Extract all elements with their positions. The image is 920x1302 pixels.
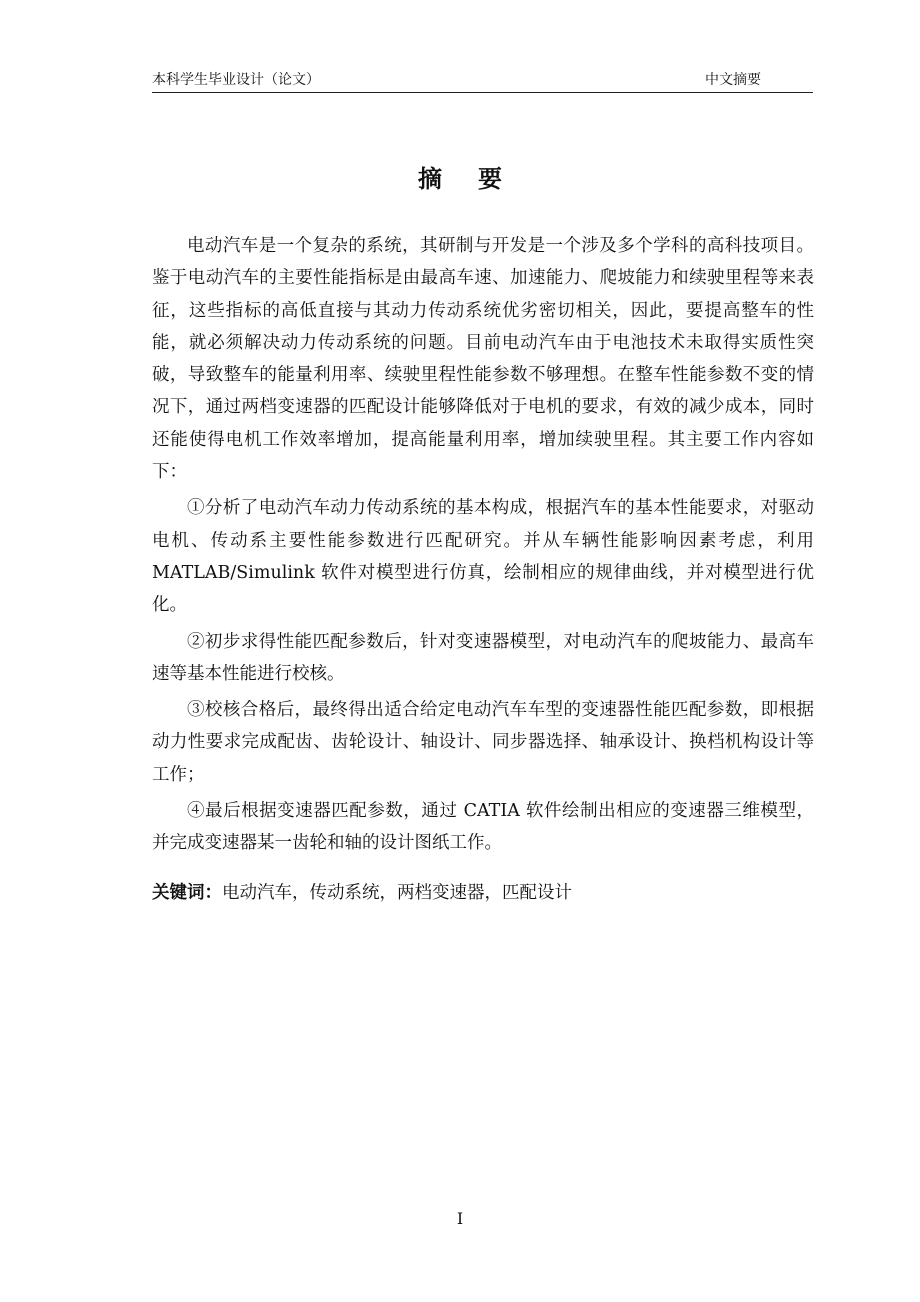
abstract-paragraph: ②初步求得性能匹配参数后，针对变速器模型，对电动汽车的爬坡能力、最高车速等基本性能进行校核。 <box>152 631 814 684</box>
keywords-line <box>152 878 814 908</box>
header-section-label: 中文摘要 <box>705 72 761 88</box>
abstract-title: 摘要 <box>418 165 538 193</box>
header-divider <box>152 92 813 93</box>
abstract-paragraph: ①分析了电动汽车动力传动系统的基本构成，根据汽车的基本性能要求，对驱动电机、传动系主要性能参数进行匹配研究。并从车辆性能影响因素考虑，利用 MATLAB/Simulink 软件对模型进行仿真，绘制相应的规律曲线，并对模型进行优化。 <box>152 498 814 616</box>
abstract-paragraph: ④最后根据变速器匹配参数，通过 CATIA 软件绘制出相应的变速器三维模型，并完成变速器某一齿轮和轴的设计图纸工作。 <box>152 801 814 854</box>
header-thesis-label: 本科学生毕业设计（论文） <box>152 72 320 88</box>
abstract-paragraph: 电动汽车是一个复杂的系统，其研制与开发是一个涉及多个学科的高科技项目。鉴于电动汽车的主要性能指标是由最高车速、加速能力、爬坡能力和续驶里程等来表征，这些指标的高低直接与其动力传动系统优劣密切相关，因此，要提高整车的性能，就必须解决动力传动系统的问题。目前电动汽车由于电池技术未取得实质性突破，导致整车的能量利用率、续驶里程性能参数不够理想。在整车性能参数不变的情况下，通过两档变速器的匹配设计能够降低对于电机的要求，有效的减少成本，同时还能使得电机工作效率增加，提高能量利用率，增加续驶里程。其主要工作内容如下： <box>152 236 814 483</box>
page-number: I <box>456 1209 464 1228</box>
page-header <box>152 70 813 90</box>
abstract-paragraph: ③校核合格后，最终得出适合给定电动汽车车型的变速器性能匹配参数，即根据动力性要求完成配齿、齿轮设计、轴设计、同步器选择、轴承设计、换档机构设计等工作； <box>152 700 814 785</box>
keywords-value: 电动汽车，传动系统，两档变速器，匹配设计 <box>222 883 572 903</box>
keywords-label: 关键词： <box>152 883 222 903</box>
abstract-body <box>152 230 814 860</box>
